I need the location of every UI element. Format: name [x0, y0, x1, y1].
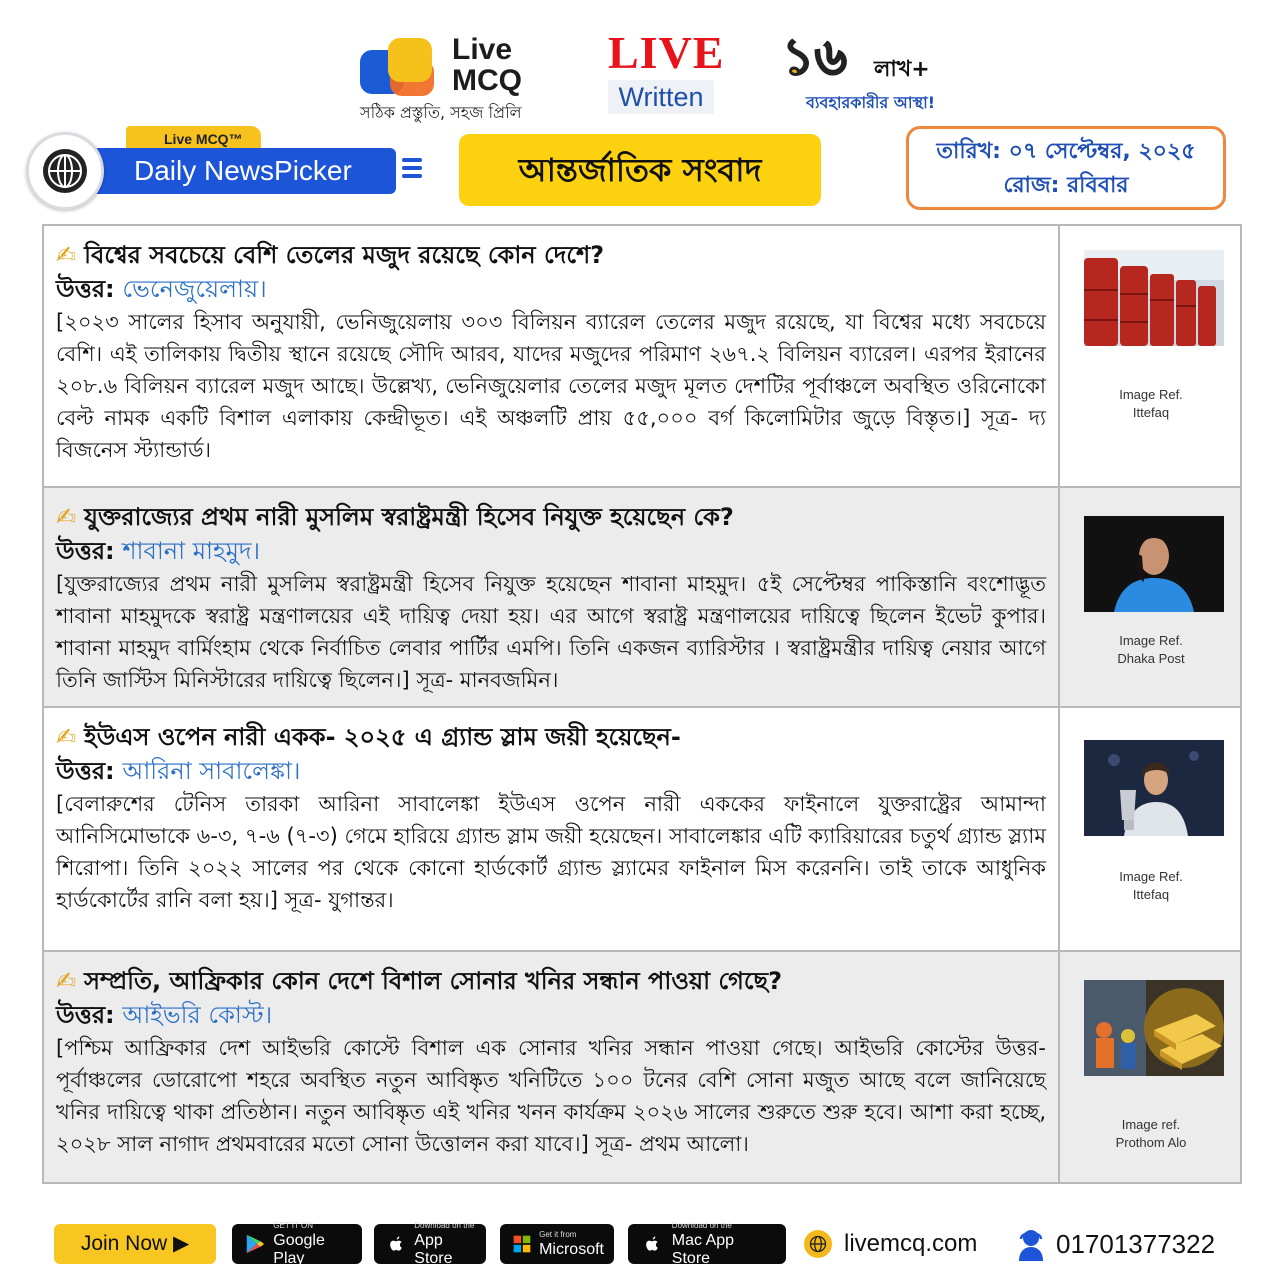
date-box [906, 126, 1226, 210]
newspicker-name: Daily NewsPicker [90, 148, 396, 194]
users-unit: লাখ+ [874, 57, 930, 82]
news-answer-value: আরিনা সাবালেঙ্কা। [122, 757, 301, 785]
live-written-logo[interactable] [608, 27, 725, 114]
news-text-cell [44, 488, 1060, 706]
apple-icon [638, 1230, 666, 1258]
image-ref: Image Ref. Dhaka Post [1117, 633, 1185, 666]
news-answer-value: ভেনেজুয়েলায়। [122, 275, 267, 303]
news-question: ✍ যুক্তরাজ্যের প্রথম নারী মুসলিম স্বরাষ্ট্রমন্ত্রী হিসেব নিযুক্ত হয়েছেন কে? [56, 503, 734, 531]
app-store-button[interactable]: Download on the App Store [374, 1224, 486, 1264]
image-ref: Image ref. Prothom Alo [1115, 1117, 1187, 1150]
google-play-button[interactable]: GET IT ON Google Play [232, 1224, 362, 1264]
users-count: ১৬ [782, 28, 847, 86]
news-image-cell [1062, 952, 1240, 1182]
news-text-cell [44, 226, 1060, 486]
writing-hand-icon: ✍ [56, 723, 77, 751]
title-row [0, 126, 1280, 212]
livemcq-logo-text: Live MCQ [452, 33, 522, 97]
footer [0, 1222, 1280, 1268]
news-question: ✍ সম্প্রতি, আফ্রিকার কোন দেশে বিশাল সোনার খনির সন্ধান পাওয়া গেছে? [56, 967, 783, 995]
news-image-cell [1062, 708, 1240, 950]
image-ref: Image Ref. Ittefaq [1119, 387, 1183, 420]
microsoft-icon [510, 1230, 533, 1258]
livemcq-mark-icon [360, 38, 438, 98]
category-title: আন্তর্জাতিক সংবাদ [459, 134, 821, 206]
mac-app-store-button[interactable]: Download on the Mac App Store [628, 1224, 786, 1264]
brand-row [0, 26, 1280, 126]
news-body: [যুক্তরাজ্যের প্রথম নারী মুসলিম স্বরাষ্ট্রমন্ত্রী হিসেব নিযুক্ত হয়েছেন শাবানা মাহমুদ। ৫ই সেপ্টেম্বর পাকিস্তানি বংশোদ্ভূত শাবানা মাহমুদকে স্বরাষ্ট্র মন্ত্রণালয়ের এই দায়িত্ব দেয়া হয়। এর আগে স্বরাষ্ট্র মন্ত্রণালয়ের দায়িত্বে ছিলেন ইভেট কুপার। শাবানা মাহমুদ বার্মিংহাম থেকে নির্বাচিত লেবার পার্টির এমপি। তিনি একজন ব্যারিস্টার । স্বরাষ্ট্রমন্ত্রীর দায়িত্ব নেয়ার আগে তিনি জাস্টিস মিনিস্টারের দায়িত্বে ছিলেন।] সূত্র- মানবজমিন। [56, 572, 1046, 692]
portrait-image [1084, 516, 1224, 612]
website-link[interactable] [804, 1226, 977, 1262]
news-table [42, 224, 1242, 1184]
writing-hand-icon: ✍ [56, 967, 77, 995]
news-answer: উত্তর: আইভরি কোস্ট। [56, 1001, 273, 1029]
globe-icon [26, 132, 104, 210]
news-text-cell [44, 708, 1060, 950]
written-label: Written [608, 80, 714, 114]
microsoft-store-button[interactable]: Get it from Microsoft [500, 1224, 614, 1264]
news-item [44, 708, 1240, 952]
menu-lines-icon [402, 158, 422, 182]
oil-barrels-image [1084, 250, 1224, 346]
news-image-cell [1062, 488, 1240, 706]
news-image-cell [1062, 226, 1240, 486]
news-answer: উত্তর: শাবানা মাহমুদ। [56, 537, 261, 565]
livemcq-tagline: সঠিক প্রস্তুতি, সহজ প্রিলি [360, 103, 522, 122]
writing-hand-icon: ✍ [56, 503, 77, 531]
day-line: রোজ: রবিবার [1003, 173, 1129, 198]
phone-text: 01701377322 [1056, 1228, 1216, 1259]
phone-link[interactable] [1016, 1226, 1215, 1262]
google-play-icon [242, 1230, 267, 1258]
users-badge [782, 26, 962, 116]
newspicker-logo[interactable] [26, 126, 398, 210]
news-body: [বেলারুশের টেনিস তারকা আরিনা সাবালেঙ্কা ইউএস ওপেন নারী এককের ফাইনালে যুক্তরাষ্ট্রের আমান্দা আনিসিমোভাকে ৬-৩, ৭-৬ (৭-৩) গেমে হারিয়ে গ্র্যান্ড স্লাম জয়ী হয়েছেন। সাবালেঙ্কার এটি ক্যারিয়ারের চতুর্থ গ্র্যান্ড স্ল্যাম শিরোপা। তিনি ২০২২ সালের পর থেকে কোনো হার্ডকোর্ট গ্র্যান্ড স্ল্যামের ফাইনাল মিস করেননি। তাই তাকে আধুনিক হার্ডকোর্টের রানি বলা হয়।] সূত্র- যুগান্তর। [56, 792, 1046, 912]
headset-icon [1016, 1227, 1046, 1261]
news-answer-value: শাবানা মাহমুদ। [122, 537, 261, 565]
news-body: [পশ্চিম আফ্রিকার দেশ আইভরি কোস্টে বিশাল এক সোনার খনির সন্ধান পাওয়া গেছে। আইভরি কোস্টের উত্তর-পূর্বাঞ্চলের ডোরোপো শহরে অবস্থিত নতুন আবিষ্কৃত খনিটিতে ১০০ টনের বেশি সোনা মজুত আছে বলে জানিয়েছে খনির দায়িত্বে থাকা প্রতিষ্ঠান। নতুন আবিষ্কৃত এই খনির খনন কার্যক্রম ২০২৬ সালের শুরুতে শুরু হবে। আশা করা হচ্ছে, ২০২৮ সাল নাগাদ প্রথমবারের মতো সোনা উত্তোলন করা যাবে।] সূত্র- প্রথম আলো। [56, 1036, 1046, 1156]
livemcq-logo[interactable] [360, 32, 550, 122]
trophy-image [1084, 740, 1224, 836]
globe-icon [804, 1230, 832, 1258]
website-text: livemcq.com [844, 1230, 978, 1257]
news-answer: উত্তর: ভেনেজুয়েলায়। [56, 275, 267, 303]
news-body: [২০২৩ সালের হিসাব অনুযায়ী, ভেনিজুয়েলায় ৩০৩ বিলিয়ন ব্যারেল তেলের মজুদ রয়েছে, যা বিশ্বের মধ্যে সবচেয়ে বেশি। এই তালিকায় দ্বিতীয় স্থানে রয়েছে সৌদি আরব, যাদের মজুদের পরিমাণ ২৬৭.২ বিলিয়ন ব্যারেল। এরপর ইরানের ২০৮.৬ বিলিয়ন ব্যারেল মজুদ আছে। উল্লেখ্য, ভেনিজুয়েলার তেলের মজুদ মূলত দেশটির পূর্বাঞ্চলে অবস্থিত ওরিনোকো বেল্ট নামক একটি বিশাল এলাকায় কেন্দ্রীভূত। এই অঞ্চলটি প্রায় ৫৫,০০০ বর্গ কিলোমিটার জুড়ে বিস্তৃত।] সূত্র- দ্য বিজনেস স্ট্যান্ডার্ড। [56, 310, 1046, 462]
news-text-cell [44, 952, 1060, 1182]
users-trust: ব্যবহারকারীর আস্থা! [806, 93, 936, 112]
date-line: তারিখ: ০৭ সেপ্টেম্বর, ২০২৫ [936, 139, 1196, 164]
newspicker-small-label: Live MCQ™ [126, 126, 261, 152]
join-now-button[interactable]: Join Now ▶ [54, 1224, 216, 1264]
news-question: ✍ ইউএস ওপেন নারী একক- ২০২৫ এ গ্র্যান্ড স্লাম জয়ী হয়েছেন- [56, 723, 681, 751]
news-item [44, 226, 1240, 488]
news-answer: উত্তর: আরিনা সাবালেঙ্কা। [56, 757, 301, 785]
news-item [44, 952, 1240, 1182]
news-item [44, 488, 1240, 708]
news-question: ✍ বিশ্বের সবচেয়ে বেশি তেলের মজুদ রয়েছে কোন দেশে? [56, 241, 605, 269]
gold-mine-image [1084, 980, 1224, 1076]
live-label: LIVE [608, 27, 725, 78]
apple-icon [384, 1230, 408, 1258]
news-answer-value: আইভরি কোস্ট। [122, 1001, 273, 1029]
writing-hand-icon: ✍ [56, 241, 77, 269]
image-ref: Image Ref. Ittefaq [1119, 869, 1183, 902]
